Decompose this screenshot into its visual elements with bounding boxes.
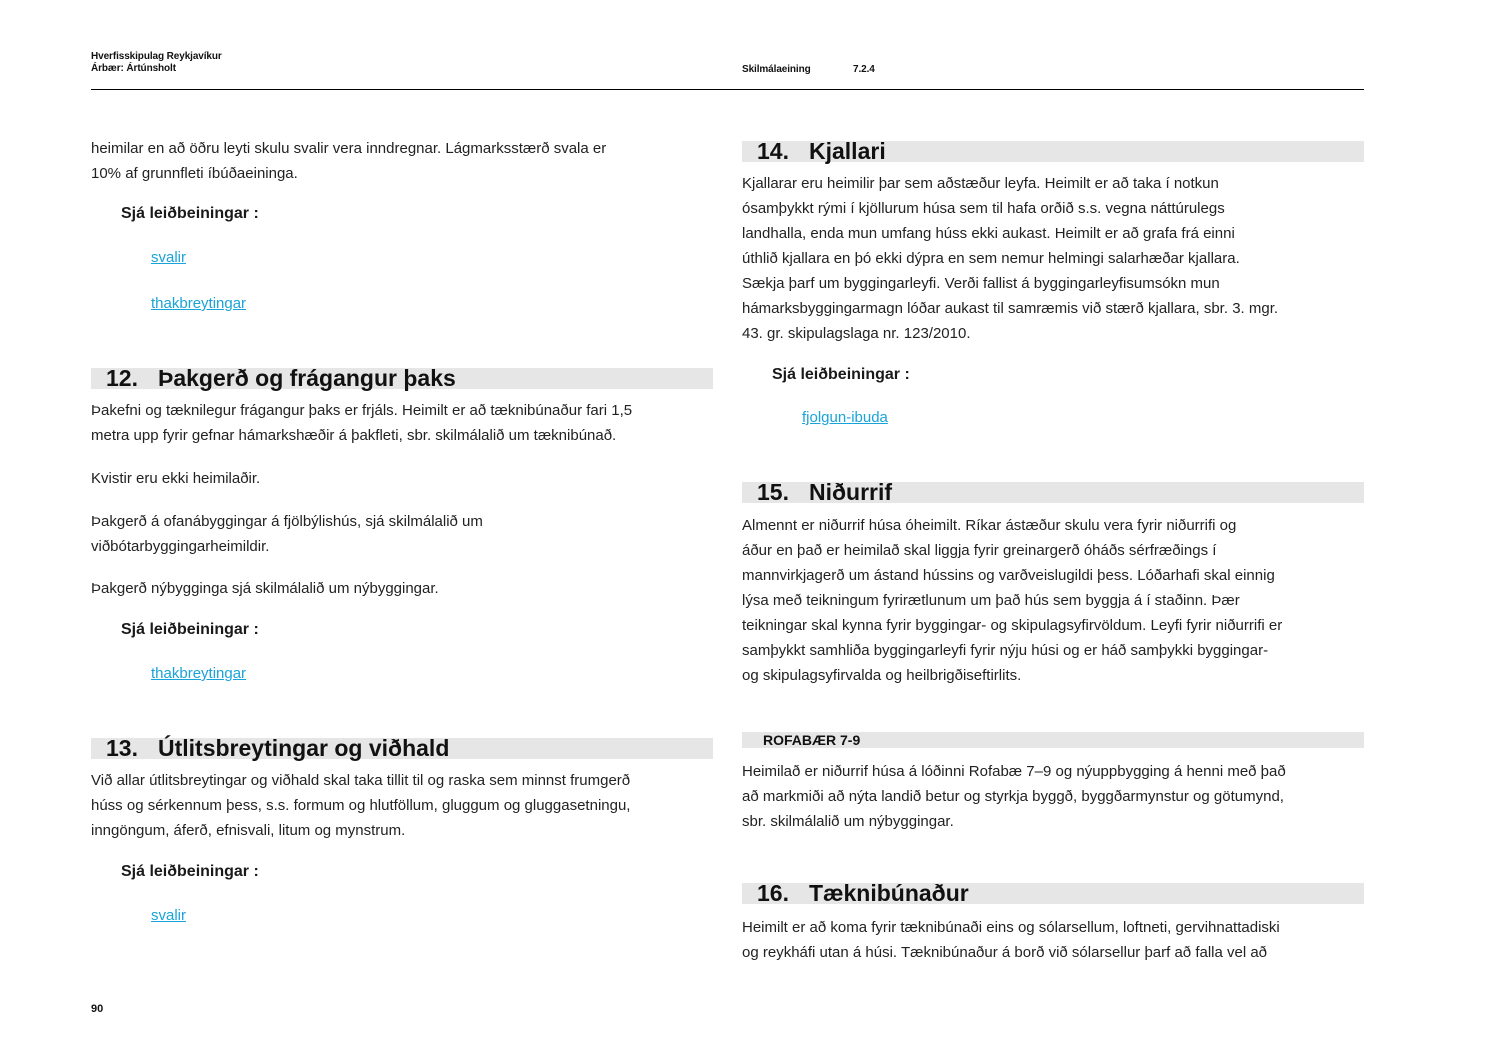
document-subtitle: Árbær: Ártúnsholt — [91, 63, 176, 74]
paragraph: 43. gr. skipulagslaga nr. 123/2010. — [742, 325, 971, 342]
paragraph: ósamþykkt rými í kjöllurum húsa sem til hafa orðið s.s. vegna náttúrulegs — [742, 200, 1225, 217]
paragraph: áður en það er heimilað skal liggja fyrir greinargerð óháðs sérfræðings í — [742, 542, 1217, 559]
section-number-16: 16. — [757, 880, 789, 906]
guidelines-label: Sjá leiðbeiningar : — [121, 621, 259, 638]
paragraph: Þakgerð nýbygginga sjá skilmálalið um nýbyggingar. — [91, 580, 439, 597]
paragraph: Almennt er niðurrif húsa óheimilt. Ríkar ástæður skulu vera fyrir niðurrifi og — [742, 517, 1237, 534]
guidelines-label: Sjá leiðbeiningar : — [772, 366, 910, 383]
paragraph: viðbótarbyggingarheimildir. — [91, 538, 270, 555]
section-heading-13 — [91, 735, 713, 761]
link-thakbreytingar[interactable]: thakbreytingar — [151, 665, 247, 682]
document-title: Hverfisskipulag Reykjavíkur — [91, 51, 222, 62]
section-title-14: Kjallari — [809, 138, 886, 164]
paragraph: Sækja þarf um byggingarleyfi. Verði fallist á byggingarleyfisumsókn mun — [742, 275, 1220, 292]
paragraph: samþykkt samhliða byggingarleyfi fyrir nýju húsi og er háð samþykki byggingar- — [742, 642, 1269, 659]
paragraph: landhalla, enda mun umfang húss ekki aukast. Heimilt er að grafa frá einni — [742, 225, 1235, 242]
paragraph: hámarksbyggingarmagn lóðar aukast til samræmis við stærð kjallara, sbr. 3. mgr. — [742, 300, 1279, 317]
section-label: Skilmálaeining — [742, 64, 811, 75]
section-number-15: 15. — [757, 479, 789, 505]
section-number-12: 12. — [106, 365, 138, 391]
section-number-14: 14. — [757, 138, 789, 164]
paragraph: að markmiði að nýta landið betur og styrkja byggð, byggðarmynstur og götumynd, — [742, 788, 1284, 805]
section-title-15: Niðurrif — [809, 479, 893, 505]
section-heading-15 — [742, 479, 1364, 505]
paragraph: húss og sérkennum þess, s.s. formum og hlutföllum, gluggum og gluggasetningu, — [91, 797, 631, 814]
link-fjolgun-ibuda[interactable]: fjolgun-ibuda — [802, 409, 888, 426]
section-title-12: Þakgerð og frágangur þaks — [158, 365, 456, 391]
section-heading-14 — [742, 138, 1364, 164]
paragraph: lýsa með teikningum fyrirætlunum um það hús sem byggja á í staðinn. Þær — [742, 592, 1240, 609]
section-heading-12 — [91, 365, 713, 391]
paragraph: úthlið kjallara en þó ekki dýpra en sem nemur helmingi salarhæðar kjallara. — [742, 250, 1240, 267]
link-svalir[interactable]: svalir — [151, 907, 187, 924]
paragraph: 10% af grunnfleti íbúðaeininga. — [91, 165, 298, 182]
paragraph: Þakefni og tæknilegur frágangur þaks er frjáls. Heimilt er að tæknibúnaður fari 1,5 — [91, 402, 633, 419]
paragraph: og reykháfi utan á húsi. Tæknibúnaður á borð við sólarsellur þarf að falla vel að — [742, 944, 1268, 961]
paragraph: metra upp fyrir gefnar hámarkshæðir á þakfleti, sbr. skilmálalið um tæknibúnað. — [91, 427, 617, 444]
section-number-13: 13. — [106, 735, 138, 761]
guidelines-label: Sjá leiðbeiningar : — [121, 863, 259, 880]
paragraph: Við allar útlitsbreytingar og viðhald skal taka tillit til og raska sem minnst frumgerð — [91, 772, 631, 789]
guidelines-label: Sjá leiðbeiningar : — [121, 205, 259, 222]
page-number: 90 — [91, 1003, 104, 1015]
paragraph: Kvistir eru ekki heimilaðir. — [91, 470, 261, 487]
paragraph: mannvirkjagerð um ástand hússins og varðveislugildi þess. Lóðarhafi skal einnig — [742, 567, 1275, 584]
paragraph: Kjallarar eru heimilir þar sem aðstæður leyfa. Heimilt er að taka í notkun — [742, 175, 1219, 192]
section-title-16: Tæknibúnaður — [809, 880, 969, 906]
section-heading-16 — [742, 880, 1364, 906]
paragraph: Heimilt er að koma fyrir tæknibúnaði eins og sólarsellum, loftneti, gervihnattadiski — [742, 919, 1280, 936]
link-svalir[interactable]: svalir — [151, 249, 187, 266]
section-number: 7.2.4 — [853, 64, 875, 75]
paragraph: teikningar skal kynna fyrir byggingar- og skipulagsyfirvöldum. Leyfi fyrir niðurrifi er — [742, 617, 1283, 634]
paragraph: Heimilað er niðurrif húsa á lóðinni Rofabæ 7–9 og nýuppbygging á henni með það — [742, 763, 1286, 780]
paragraph: Þakgerð á ofanábyggingar á fjölbýlishús, sjá skilmálalið um — [91, 513, 483, 530]
paragraph: heimilar en að öðru leyti skulu svalir vera inndregnar. Lágmarksstærð svala er — [91, 140, 607, 157]
header-divider — [91, 89, 1364, 90]
paragraph: inngöngum, áferð, efnisvali, litum og mynstrum. — [91, 822, 406, 839]
paragraph: sbr. skilmálalið um nýbyggingar. — [742, 813, 954, 830]
link-thakbreytingar[interactable]: thakbreytingar — [151, 295, 247, 312]
section-title-13: Útlitsbreytingar og viðhald — [158, 735, 450, 761]
paragraph: og skipulagsyfirvalda og heilbrigðiseftirlits. — [742, 667, 1022, 684]
subsection-heading-rofabaer: ROFABÆR 7-9 — [742, 732, 1364, 748]
